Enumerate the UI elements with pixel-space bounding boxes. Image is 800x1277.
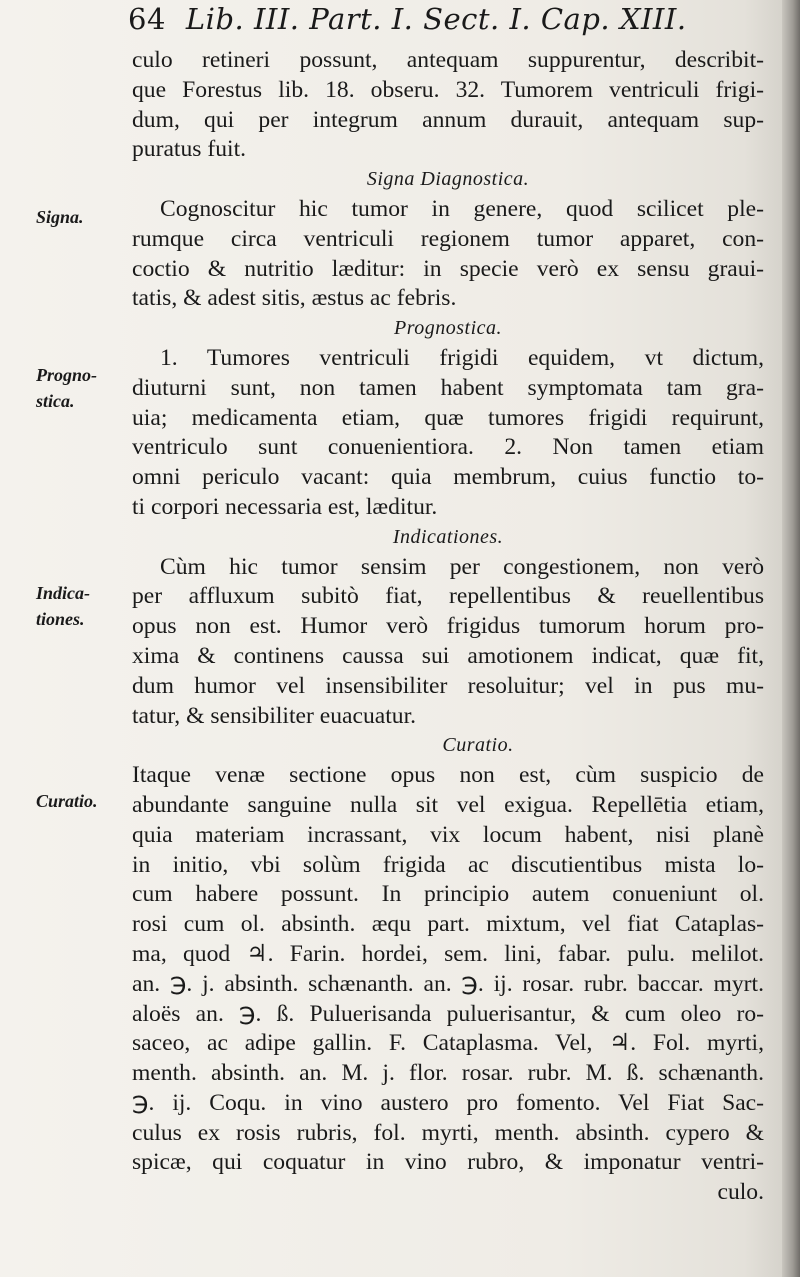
text-line: xima & continens caussa sui amotionem indicat, quæ fit, xyxy=(132,642,764,669)
text-line: tatis, & adest sitis, æstus ac febris. xyxy=(132,285,457,312)
text-line: Itaque venæ sectione opus non est, cùm suspicio de xyxy=(132,762,764,789)
paragraph-indicationes-end xyxy=(132,702,764,732)
text-line: dum, qui per integrum annum durauit, antequam sup- xyxy=(132,106,764,133)
page-number: 64 xyxy=(128,2,166,36)
paragraph-intro xyxy=(132,46,764,135)
paragraph-curatio xyxy=(132,761,764,1178)
page-body xyxy=(132,46,764,1208)
page-edge-shadow xyxy=(782,0,800,1277)
text-line: coctio & nutritio læditur: in specie verò ex sensu graui- xyxy=(132,255,764,282)
text-line: an. ℈. j. absinth. schænanth. an. ℈. ij. rosar. rubr. baccar. myrt. xyxy=(132,970,764,997)
text-line: puratus fuit. xyxy=(132,136,247,163)
text-line: culus ex rosis rubris, fol. myrti, menth. absinth. cypero & xyxy=(132,1119,764,1146)
margin-note-curatio: Curatio. xyxy=(36,791,98,811)
text-line: ma, quod ♃. Farin. hordei, sem. lini, fabar. pulu. melilot. xyxy=(132,940,764,967)
text-line: tatur, & sensibiliter euacuatur. xyxy=(132,702,417,729)
text-line: Cognoscitur hic tumor in genere, quod scilicet ple- xyxy=(160,195,764,222)
text-line: culo retineri possunt, antequam suppurentur, describit- xyxy=(132,47,764,73)
margin-note-indicationes-2: tiones. xyxy=(36,609,85,629)
text-line: rosi cum ol. absinth. æqu part. mixtum, vel fiat Cataplas- xyxy=(132,911,764,938)
margin-note-signa: Signa. xyxy=(36,207,84,227)
paragraph-indicationes xyxy=(132,553,764,702)
margin-note-prognostica-1: Progno- xyxy=(36,365,98,385)
running-header xyxy=(128,2,768,36)
text-line: per affluxum subitò fiat, repellentibus & reuellentibus xyxy=(132,583,764,610)
text-line: diuturni sunt, non tamen habent symptomata tam gra- xyxy=(132,374,764,401)
paragraph-prognostica xyxy=(132,344,764,493)
text-line: dum humor vel insensibiliter resoluitur; vel in pus mu- xyxy=(132,672,764,699)
text-line: ti corpori necessaria est, læditur. xyxy=(132,493,438,520)
running-title: Lib. III. Part. I. Sect. I. Cap. XIII. xyxy=(185,2,687,36)
text-line: omni periculo vacant: quia membrum, cuius functio to- xyxy=(132,464,764,491)
paragraph-prognostica-end xyxy=(132,493,764,523)
heading-curatio: Curatio. xyxy=(442,734,514,757)
text-line: ℈. ij. Coqu. in vino austero pro fomento. Vel Fiat Sac- xyxy=(132,1089,764,1116)
text-line: rumque circa ventriculi regionem tumor apparet, con- xyxy=(132,225,764,252)
text-line: que Forestus lib. 18. obseru. 32. Tumorem ventriculi frigi- xyxy=(132,76,764,103)
text-line: opus non est. Humor verò frigidus tumorum horum pro- xyxy=(132,613,764,640)
text-line: ventriculo sunt conuenientiora. 2. Non tamen etiam xyxy=(132,434,764,461)
text-line: uia; medicamenta etiam, quæ tumores frigidi requirunt, xyxy=(132,404,764,431)
text-line: Cùm hic tumor sensim per congestionem, non verò xyxy=(160,553,764,580)
text-line: cum habere possunt. In principio autem conueniunt ol. xyxy=(132,881,764,908)
heading-indicationes: Indicationes. xyxy=(392,525,504,548)
text-line: saceo, ac adipe gallin. F. Cataplasma. Vel, ♃. Fol. myrti, xyxy=(132,1030,764,1057)
text-line: quia materiam incrassant, vix locum habent, nisi planè xyxy=(132,821,764,848)
heading-prognostica: Prognostica. xyxy=(393,317,503,340)
text-line: abundante sanguine nulla sit vel exigua. Repellētia etiam, xyxy=(132,791,764,818)
heading-signa-diagnostica: Signa Diagnostica. xyxy=(366,168,530,191)
text-line: spicæ, qui coquatur in vino rubro, & imponatur ventri- xyxy=(132,1149,764,1176)
margin-note-prognostica-2: stica. xyxy=(36,391,75,411)
text-line: aloës an. ℈. ß. Puluerisanda puluerisantur, & cum oleo ro- xyxy=(132,1000,764,1027)
margin-note-indicationes-1: Indica- xyxy=(36,583,90,603)
text-line: menth. absinth. an. M. j. flor. rosar. rubr. M. ß. schænanth. xyxy=(132,1060,764,1087)
text-line: in initio, vbi solùm frigida ac discutientibus mista lo- xyxy=(132,851,764,878)
paragraph-signa-end xyxy=(132,284,764,314)
paragraph-signa xyxy=(132,195,764,284)
text-line-final: culo. xyxy=(717,1179,764,1206)
text-line: 1. Tumores ventriculi frigidi equidem, vt dictum, xyxy=(160,344,764,371)
paragraph-intro-end xyxy=(132,135,764,165)
